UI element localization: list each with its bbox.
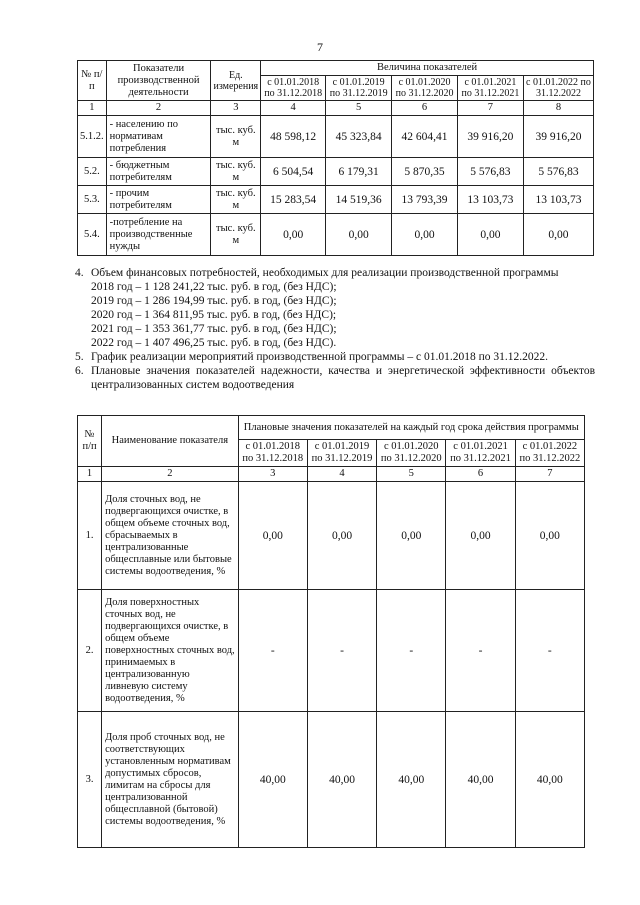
list-text: Плановые значения показателей надежности, качества и энергетической эффективности объектов централизованных систем водоотведения — [91, 365, 595, 391]
row-num: 5.3. — [78, 186, 107, 214]
col-number: 3 — [211, 101, 261, 116]
row-value: 0,00 — [326, 214, 392, 256]
row-num: 5.1.2. — [78, 116, 107, 158]
list-item — [75, 364, 595, 392]
header-period: с 01.01.2022 по 31.12.2022 — [515, 440, 584, 467]
header-period: с 01.01.2019 по 31.12.2019 — [326, 76, 392, 101]
col-number: 7 — [515, 467, 584, 482]
program-list — [75, 266, 595, 392]
header-value-group: Плановые значения показателей на каждый год срока действия программы — [238, 416, 584, 440]
row-num: 1. — [78, 482, 102, 590]
year-line: 2021 год – 1 353 361,77 тыс. руб. в год, (без НДС); — [91, 323, 337, 335]
row-value: 40,00 — [446, 712, 515, 848]
col-number: 5 — [326, 101, 392, 116]
row-name: Доля сточных вод, не подвергающихся очистке, в общем объеме сточных вод, сбрасываемых в централизованные общесплавные или бытовые системы водоотведения, % — [102, 482, 239, 590]
col-number: 6 — [446, 467, 515, 482]
row-value: 0,00 — [392, 214, 458, 256]
row-value: - — [515, 590, 584, 712]
list-marker: 5. — [75, 351, 84, 363]
col-number: 1 — [78, 101, 107, 116]
row-value: 0,00 — [446, 482, 515, 590]
row-value: 45 323,84 — [326, 116, 392, 158]
row-num: 5.2. — [78, 158, 107, 186]
table-row — [78, 158, 594, 186]
table-row — [78, 116, 594, 158]
row-unit: тыс. куб. м — [211, 116, 261, 158]
year-line: 2018 год – 1 128 241,22 тыс. руб. в год, (без НДС); — [91, 281, 337, 293]
header-period: с 01.01.2018 по 31.12.2018 — [261, 76, 326, 101]
row-num: 2. — [78, 590, 102, 712]
header-value-group: Величина показателей — [261, 61, 594, 76]
col-number: 4 — [261, 101, 326, 116]
reliability-indicators-table — [77, 415, 585, 848]
header-num: № п/п — [78, 416, 102, 467]
row-name: -потребление на производственные нужды — [106, 214, 211, 256]
row-value: 40,00 — [238, 712, 307, 848]
row-value: 48 598,12 — [261, 116, 326, 158]
table-row — [78, 482, 585, 590]
row-value: - — [307, 590, 376, 712]
list-marker: 6. — [75, 365, 84, 377]
header-period: с 01.01.2022 по 31.12.2022 — [523, 76, 593, 101]
row-value: - — [238, 590, 307, 712]
row-value: 0,00 — [307, 482, 376, 590]
page-number: 7 — [317, 40, 323, 54]
col-number: 4 — [307, 467, 376, 482]
col-number: 7 — [457, 101, 523, 116]
col-number: 6 — [392, 101, 458, 116]
financial-years — [75, 280, 595, 350]
row-name: Доля проб сточных вод, не соответствующих установленным нормативам допустимых сбросов, лимитам на сбросы для централизованной общесплавной (бытовой) системы водоотведения, % — [102, 712, 239, 848]
row-value: 40,00 — [515, 712, 584, 848]
row-value: 15 283,54 — [261, 186, 326, 214]
table-row — [78, 214, 594, 256]
header-period: с 01.01.2020 по 31.12.2020 — [377, 440, 446, 467]
row-value: 5 870,35 — [392, 158, 458, 186]
row-value: 0,00 — [377, 482, 446, 590]
header-indicator: Показатели производственной деятельности — [106, 61, 211, 101]
row-value: 40,00 — [377, 712, 446, 848]
row-value: 13 103,73 — [523, 186, 593, 214]
row-value: 13 793,39 — [392, 186, 458, 214]
list-item — [75, 350, 595, 364]
header-period: с 01.01.2018 по 31.12.2018 — [238, 440, 307, 467]
row-unit: тыс. куб. м — [211, 186, 261, 214]
header-period: с 01.01.2021 по 31.12.2021 — [446, 440, 515, 467]
row-num: 3. — [78, 712, 102, 848]
row-value: 6 504,54 — [261, 158, 326, 186]
year-line: 2022 год – 1 407 496,25 тыс. руб. в год, (без НДС). — [91, 337, 337, 349]
col-number: 2 — [102, 467, 239, 482]
table-row — [78, 186, 594, 214]
list-marker: 4. — [75, 267, 84, 279]
row-value: 39 916,20 — [523, 116, 593, 158]
row-value: 13 103,73 — [457, 186, 523, 214]
row-name: - населению по нормативам потребления — [106, 116, 211, 158]
col-number: 8 — [523, 101, 593, 116]
header-indicator: Наименование показателя — [102, 416, 239, 467]
row-value: - — [377, 590, 446, 712]
header-period: с 01.01.2020 по 31.12.2020 — [392, 76, 458, 101]
table-row — [78, 712, 585, 848]
row-value: 39 916,20 — [457, 116, 523, 158]
row-value: - — [446, 590, 515, 712]
production-indicators-table — [77, 60, 594, 256]
row-value: 0,00 — [261, 214, 326, 256]
row-value: 0,00 — [238, 482, 307, 590]
row-value: 5 576,83 — [523, 158, 593, 186]
header-period: с 01.01.2019 по 31.12.2019 — [307, 440, 376, 467]
col-number: 5 — [377, 467, 446, 482]
header-period: с 01.01.2021 по 31.12.2021 — [457, 76, 523, 101]
col-number: 1 — [78, 467, 102, 482]
row-value: 14 519,36 — [326, 186, 392, 214]
header-unit: Ед. измерения — [211, 61, 261, 101]
list-text: График реализации мероприятий производственной программы – с 01.01.2018 по 31.12.2022. — [91, 351, 549, 363]
header-num: № п/п — [78, 61, 107, 101]
row-value: 0,00 — [457, 214, 523, 256]
row-value: 42 604,41 — [392, 116, 458, 158]
col-number: 3 — [238, 467, 307, 482]
row-unit: тыс. куб. м — [211, 214, 261, 256]
col-number: 2 — [106, 101, 211, 116]
row-value: 6 179,31 — [326, 158, 392, 186]
row-value: 5 576,83 — [457, 158, 523, 186]
row-unit: тыс. куб. м — [211, 158, 261, 186]
year-line: 2019 год – 1 286 194,99 тыс. руб. в год, (без НДС); — [91, 295, 337, 307]
year-line: 2020 год – 1 364 811,95 тыс. руб. в год, (без НДС); — [91, 309, 337, 321]
row-value: 40,00 — [307, 712, 376, 848]
row-value: 0,00 — [515, 482, 584, 590]
row-name: - бюджетным потребителям — [106, 158, 211, 186]
row-name: - прочим потребителям — [106, 186, 211, 214]
list-item — [75, 266, 595, 280]
list-text: Объем финансовых потребностей, необходимых для реализации производственной программы — [91, 267, 559, 279]
row-value: 0,00 — [523, 214, 593, 256]
row-name: Доля поверхностных сточных вод, не подвергающихся очистке, в общем объеме поверхностных сточных вод, принимаемых в централизованную ливневую систему водоотведения, % — [102, 590, 239, 712]
row-num: 5.4. — [78, 214, 107, 256]
table-row — [78, 590, 585, 712]
